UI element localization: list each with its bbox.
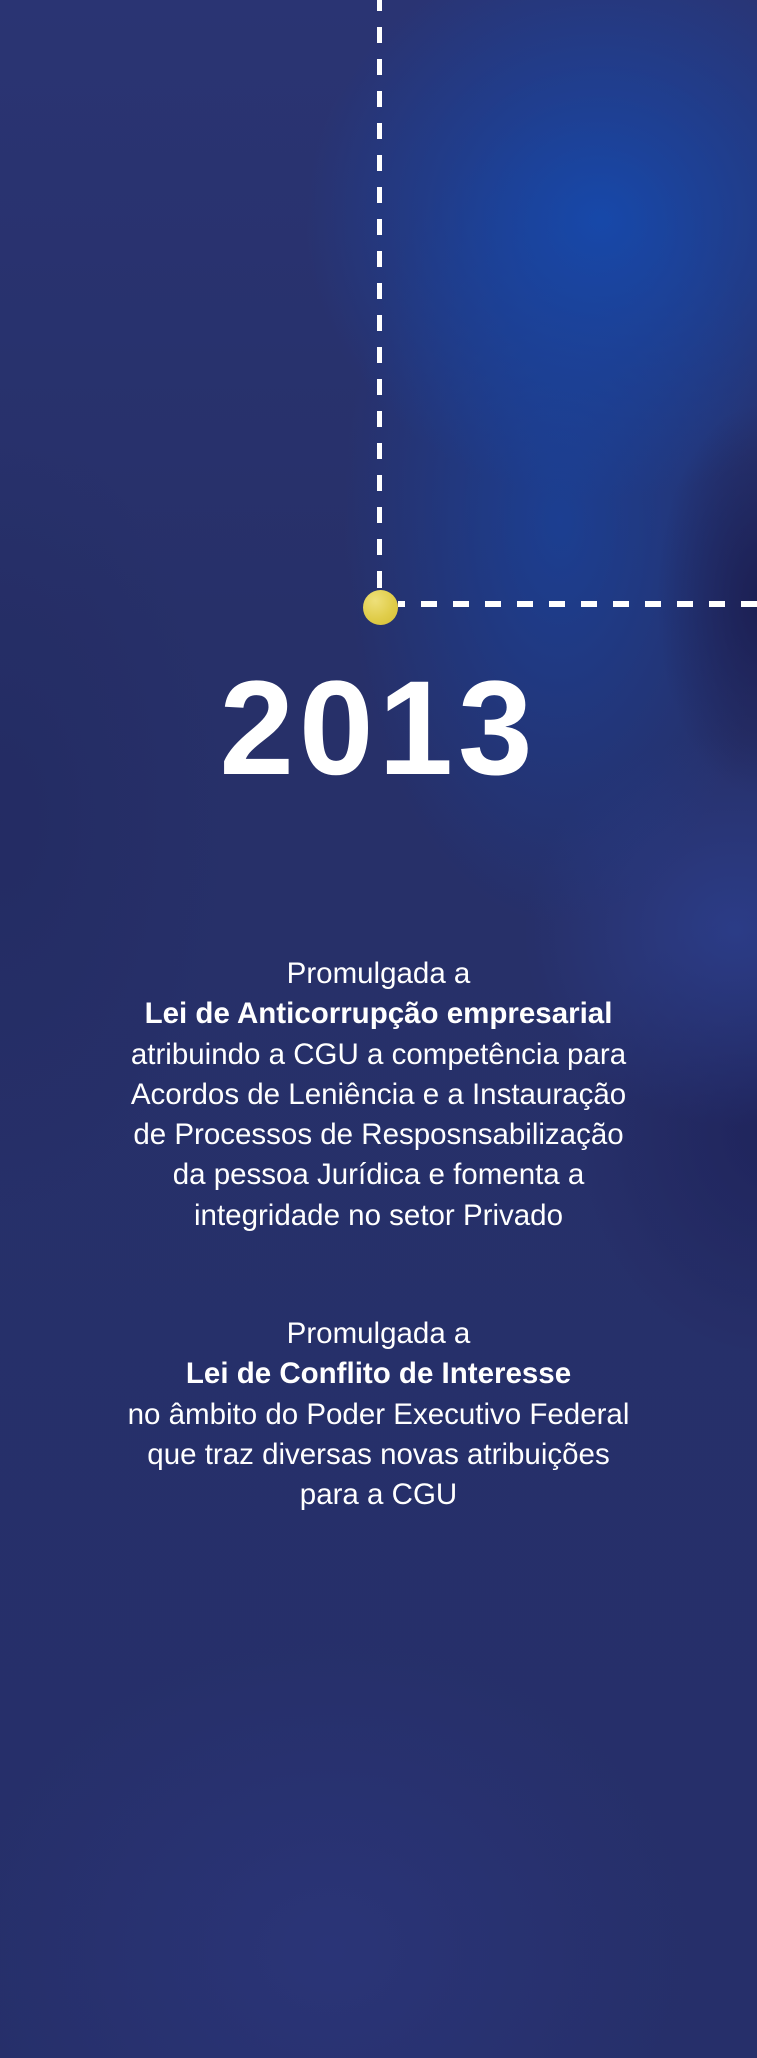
event-law-title: Lei de Anticorrupção empresarial: [144, 997, 613, 1031]
event-detail-line: no âmbito do Poder Executivo Federal: [127, 1397, 630, 1431]
event-detail-line: atribuindo a CGU a competência para: [130, 1037, 627, 1071]
event-detail-line: integridade no setor Privado: [194, 1198, 563, 1232]
timeline-marker-dot: [363, 590, 398, 625]
vertical-dashed-connector: [377, 0, 382, 588]
event-block-conflict-of-interest-law: [0, 1314, 757, 1515]
event-intro: Promulgada a: [286, 957, 471, 990]
event-intro: Promulgada a: [286, 1317, 471, 1350]
event-detail-line: que traz diversas novas atribuições: [147, 1437, 610, 1471]
horizontal-dashed-connector: [398, 601, 757, 607]
event-block-anticorruption-law: [0, 954, 757, 1236]
event-detail-line: de Processos de Resposnsabilização: [133, 1118, 624, 1152]
event-detail-line: da pessoa Jurídica e fomenta a: [172, 1158, 585, 1192]
event-detail-line: Acordos de Leniência e a Instauração: [130, 1077, 627, 1111]
event-law-title: Lei de Conflito de Interesse: [185, 1357, 572, 1391]
event-detail-line: para a CGU: [299, 1478, 458, 1512]
year-heading: 2013: [219, 654, 538, 803]
